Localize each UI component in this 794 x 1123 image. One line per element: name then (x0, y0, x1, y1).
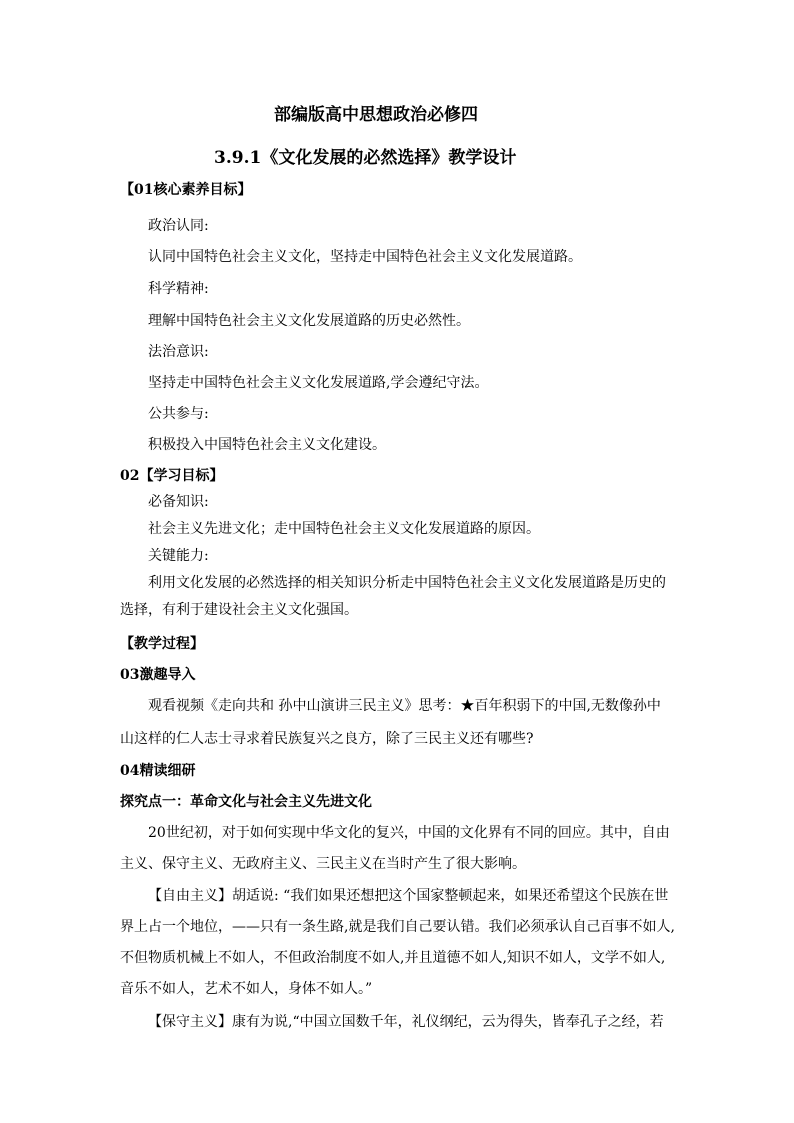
section1-text: 认同中国特色社会主义文化，坚持走中国特色社会主义文化发展道路。 (148, 249, 582, 265)
section1-label: 公共参与: (148, 406, 209, 422)
para2-line: 界上占一个地位，——只有一条生路,就是我们自己要认错。我们必须承认自己百事不如人, (120, 919, 675, 935)
section5-subheading: 探究点一：革命文化与社会主义先进文化 (120, 794, 372, 810)
para2-line: 【自由主义】胡适说: “我们如果还想把这个国家整顿起来，如果还希望这个民族在世 (148, 888, 669, 904)
section4-heading: 03激趣导入 (120, 667, 196, 683)
section2-text: 社会主义先进文化；走中国特色社会主义文化发展道路的原因。 (148, 521, 540, 537)
section4-text: 山这样的仁人志士寻求着民族复兴之良方，除了三民主义还有哪些? (120, 731, 534, 747)
section3-heading: 【教学过程】 (120, 636, 204, 652)
doc-title: 部编版高中思想政治必修四 (274, 105, 478, 125)
section1-text: 理解中国特色社会主义文化发展道路的历史必然性。 (148, 313, 470, 329)
section1-text: 坚持走中国特色社会主义文化发展道路,学会遵纪守法。 (148, 375, 489, 391)
section2-heading: 02【学习目标】 (120, 468, 224, 484)
section1-heading: 【01核心素养目标】 (120, 182, 252, 198)
section1-label: 科学精神: (148, 281, 209, 297)
para1-line: 主义、保守主义、无政府主义、三民主义在当时产生了很大影响。 (120, 856, 526, 872)
section1-text: 积极投入中国特色社会主义文化建设。 (148, 437, 386, 453)
section2-text: 选择，有利于建设社会主义文化强国。 (120, 602, 358, 618)
section5-heading: 04精读细研 (120, 763, 196, 779)
para2-line: 音乐不如人，艺术不如人，身体不如人。” (120, 981, 373, 997)
para1-line: 20世纪初，对于如何实现中华文化的复兴，中国的文化界有不同的回应。其中，自由 (148, 825, 670, 841)
section4-text: 观看视频《走向共和 孙中山演讲三民主义》思考：★百年积弱下的中国,无数像孙中 (148, 698, 661, 714)
section2-text: 利用文化发展的必然选择的相关知识分析走中国特色社会主义文化发展道路是历史的 (148, 575, 666, 591)
doc-subtitle: 3.9.1《文化发展的必然选择》教学设计 (214, 148, 517, 168)
section1-label: 法治意识: (148, 344, 209, 360)
section1-label: 政治认同: (148, 218, 209, 234)
para2-line: 不但物质机械上不如人，不但政治制度不如人,并且道德不如人,知识不如人，文学不如人, (120, 950, 666, 966)
section2-label: 必备知识: (148, 494, 209, 510)
section2-label: 关键能力: (148, 548, 209, 564)
para3-line: 【保守主义】康有为说,“中国立国数千年，礼仪纲纪，云为得失，皆奉孔子之经，若 (148, 1014, 664, 1030)
